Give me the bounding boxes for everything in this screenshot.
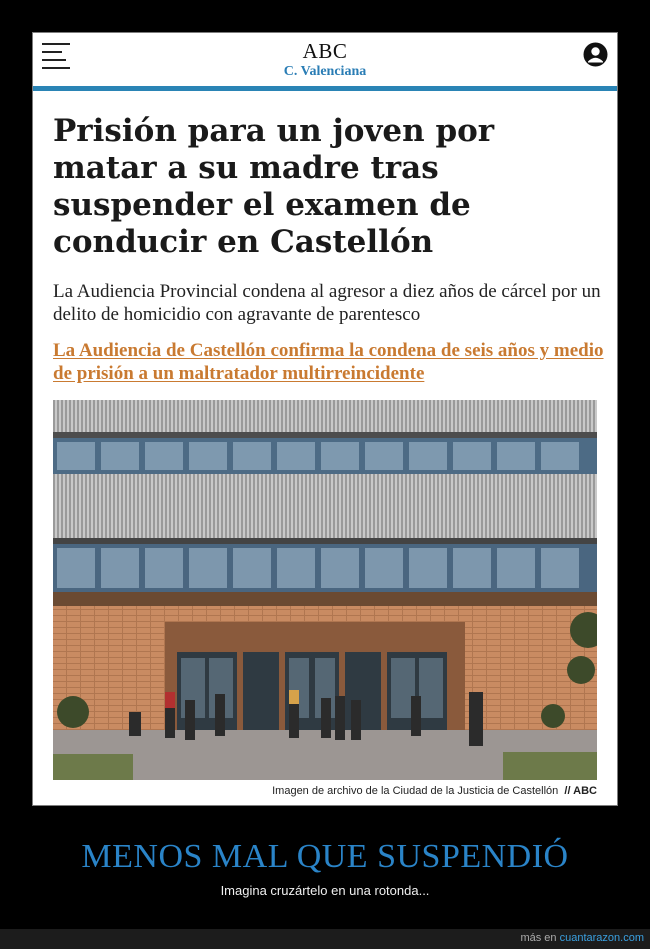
user-account-icon[interactable] [583,42,608,67]
image-credit: // ABC [564,785,597,797]
footer-prefix: más en [520,932,557,944]
footer-text [520,932,644,944]
header-accent-bar [33,86,617,91]
meme-subtitle: Imagina cruzártelo en una rotonda... [220,883,430,898]
footer-link[interactable]: cuantarazon.com [559,932,644,944]
article-photo [53,400,597,780]
site-logo[interactable]: ABC [302,39,348,63]
region-label[interactable]: C. Valenciana [283,64,367,79]
related-article-link[interactable]: La Audiencia de Castellón confirma la condena de seis años y medio de prisión a un maltratador multirreincidente [53,340,604,384]
meme-title: MENOS MAL QUE SUSPENDIÓ [81,838,569,875]
image-caption-text: Imagen de archivo de la Ciudad de la Justicia de Castellón [272,785,559,797]
image-caption [53,785,597,797]
article-screenshot [32,32,618,806]
site-footer [0,929,650,949]
article-headline: Prisión para un joven por matar a su madre tras suspender el examen de conducir en Castellón [53,113,495,260]
site-header [33,33,617,88]
article-subtitle: La Audiencia Provincial condena al agresor a diez años de cárcel por un delito de homicidio con agravante de parentesco [53,281,601,325]
